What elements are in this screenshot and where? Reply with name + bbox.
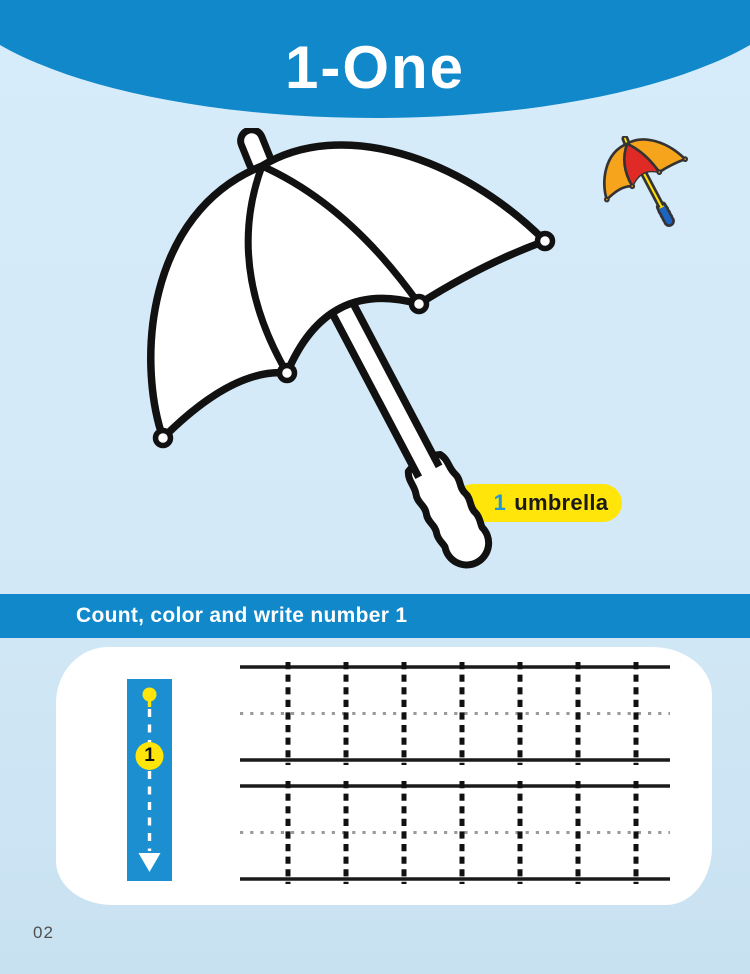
umbrella-color-icon <box>597 136 691 230</box>
start-dot <box>143 688 157 702</box>
instruction-bar <box>0 594 750 638</box>
vocab-number: 1 <box>493 490 507 515</box>
tracing-row <box>240 781 670 884</box>
umbrella-coloring-image <box>115 128 575 590</box>
tracing-row <box>240 662 670 765</box>
header-banner <box>0 0 750 140</box>
page-title: 1-One <box>284 34 466 101</box>
instruction-text: Count, color and write number 1 <box>76 604 408 627</box>
stroke-order-number: 1 <box>144 745 155 766</box>
number-stroke-guide <box>127 679 172 881</box>
arrow-down-icon <box>139 853 161 872</box>
page-number: 02 <box>33 923 54 942</box>
tracing-rows <box>228 653 680 893</box>
vocab-word: umbrella <box>514 490 609 515</box>
